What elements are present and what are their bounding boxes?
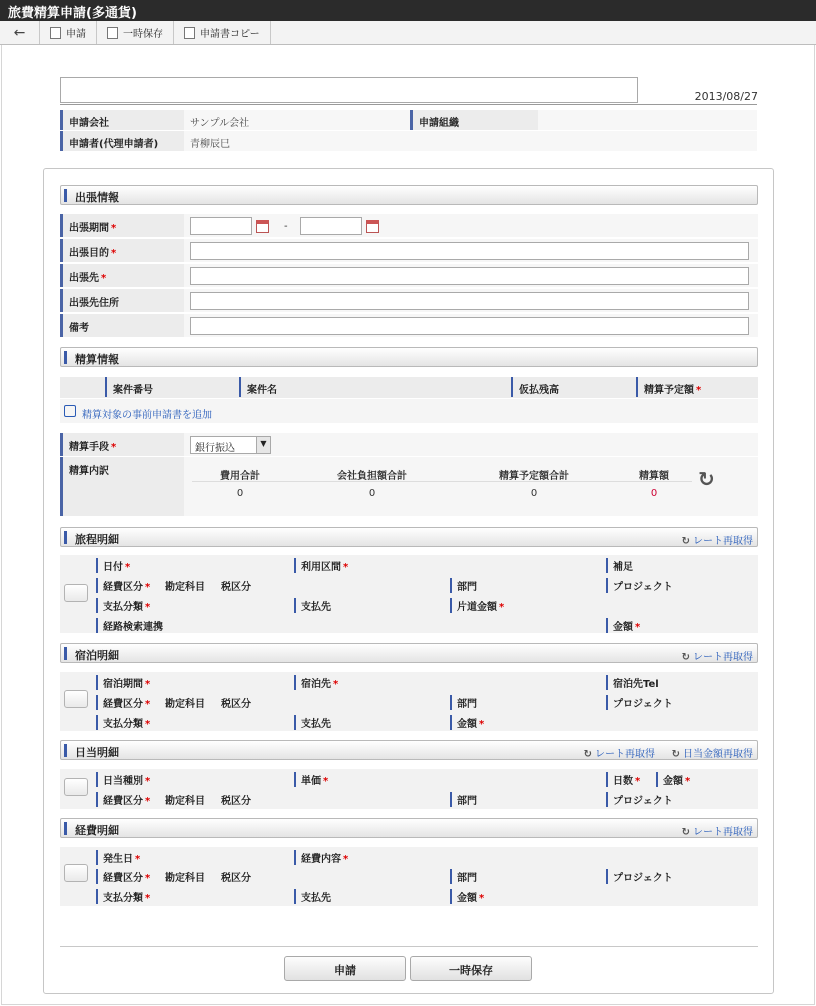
daily-amount-link[interactable]: ↻ 日当金額再取得 [672,745,753,760]
sum-expense-header: 費用合計 [220,471,260,482]
col-case-number: 案件番号 [105,377,159,397]
settlement-method-select[interactable]: 銀行振込 ▼ [190,436,271,454]
back-arrow-icon: ← [13,24,26,41]
col-case-name: 案件名 [239,377,283,397]
trip-remarks-input[interactable] [190,317,749,335]
trip-address-input[interactable] [190,292,749,310]
itinerary-add-checkbox[interactable] [64,584,88,602]
settlement-section-header: 精算情報 [60,347,758,367]
applicant-value: 青柳辰巳 [184,131,757,151]
lodging-rate-link[interactable]: ↻ レート再取得 [682,648,753,663]
lodging-section-header: 宿泊明細 ↻ レート再取得 [60,643,758,663]
save-doc-icon [107,27,118,39]
applicant-label: 申請者(代理申請者) [60,131,184,151]
add-pre-application-link[interactable]: 精算対象の事前申請書を追加 [82,410,212,421]
trip-start-date-input[interactable] [190,217,252,235]
footer-divider [60,946,758,947]
applicant-row [60,131,757,151]
sum-company-header: 会社負担額合計 [337,471,407,482]
expense-rate-link[interactable]: ↻ レート再取得 [682,823,753,838]
window-title: 旅費精算申請(多通貨) [0,0,816,21]
chevron-down-icon: ▼ [256,437,270,453]
company-label: 申請会社 [60,110,184,130]
toolbar-save-button[interactable]: 一時保存 [97,21,174,44]
daily-add-checkbox[interactable] [64,778,88,796]
org-value [538,110,757,130]
application-date: 2013/08/27 [694,90,758,103]
trip-end-date-input[interactable] [300,217,362,235]
company-value: サンプル会社 [184,110,410,130]
toolbar [0,21,816,45]
col-planned-amount: 精算予定額 * [636,377,707,397]
save-draft-button[interactable]: 一時保存 [410,956,532,981]
sum-company-value: 0 [368,488,376,499]
itinerary-table [60,555,758,633]
header-divider [60,104,757,105]
trip-purpose-input[interactable] [190,242,749,260]
sum-settled-header: 精算額 [639,471,669,482]
lodging-add-checkbox[interactable] [64,690,88,708]
sum-planned-value: 0 [530,488,538,499]
toolbar-copy-button[interactable]: 申請書コピー [174,21,271,44]
back-button[interactable] [0,21,40,44]
trip-destination-input[interactable] [190,267,749,285]
expense-section-header: 経費明細 ↻ レート再取得 [60,818,758,838]
trip-destination-row: 出張先 * [60,264,758,288]
copy-doc-icon [184,27,195,39]
trip-purpose-row: 出張目的 * [60,239,758,263]
trip-remarks-row: 備考 [60,314,758,338]
trip-section-header: 出張情報 [60,185,758,205]
col-advance-balance: 仮払残高 [511,377,565,397]
apply-doc-icon [50,27,61,39]
toolbar-apply-button[interactable]: 申請 [40,21,97,44]
settlement-method-row: 精算手段 * 銀行振込 ▼ [60,433,758,457]
trip-period-row: 出張期間 * - [60,214,758,238]
calendar-icon[interactable] [366,220,379,233]
daily-section-header: 日当明細 ↻ レート再取得 ↻ 日当金額再取得 [60,740,758,760]
itinerary-section-header: 旅程明細 ↻ レート再取得 [60,527,758,547]
daily-rate-link[interactable]: ↻ レート再取得 [584,745,655,760]
itinerary-rate-link[interactable]: ↻ レート再取得 [682,532,753,547]
sum-planned-header: 精算予定額合計 [499,471,569,482]
expense-add-checkbox[interactable] [64,864,88,882]
calendar-icon[interactable] [256,220,269,233]
company-row [60,110,757,130]
apply-button[interactable]: 申請 [284,956,406,981]
sum-expense-value: 0 [236,488,244,499]
refresh-icon[interactable]: ↻ [698,467,715,491]
settlement-breakdown-row: 精算内訳 費用合計 会社負担額合計 精算予定額合計 精算額 0 0 0 0 ↻ [60,457,758,517]
sum-settled-value: 0 [650,488,658,499]
subject-input[interactable] [60,77,638,103]
trip-address-row: 出張先住所 [60,289,758,313]
search-icon[interactable] [64,405,76,417]
org-label: 申請組織 [410,110,538,130]
